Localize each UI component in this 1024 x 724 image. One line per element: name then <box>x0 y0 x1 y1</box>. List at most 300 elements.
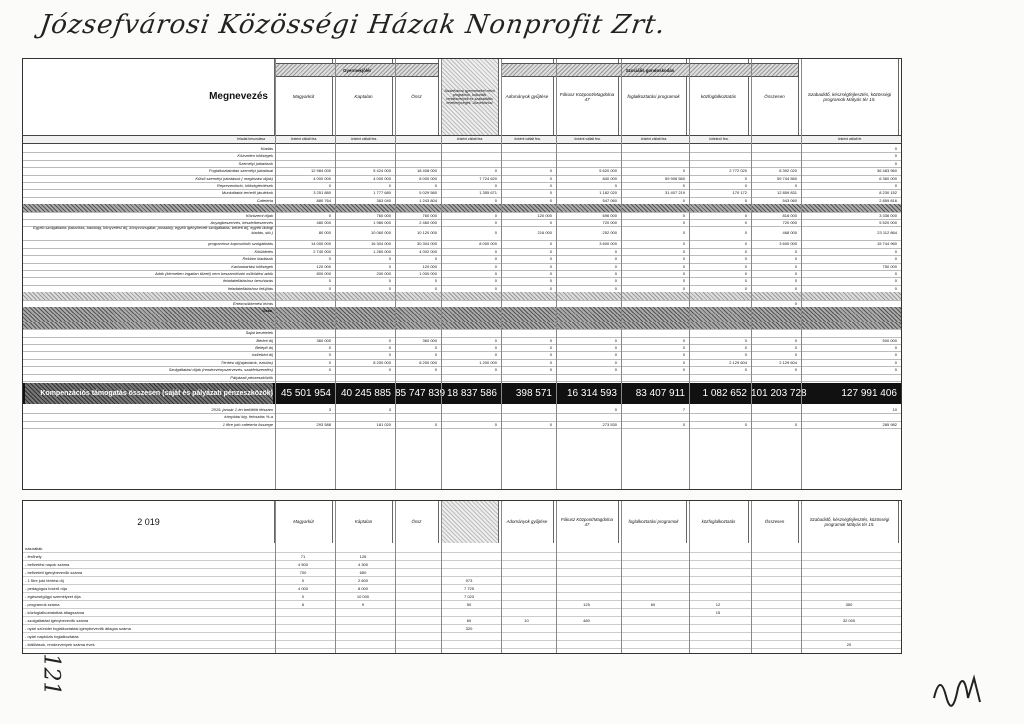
row-value: 1 980 000 <box>373 220 391 225</box>
row-value: 363 040 <box>376 197 391 203</box>
row-value: 0 <box>549 352 552 358</box>
row-value: 0 <box>744 421 747 427</box>
row-value: 543 060 <box>782 197 797 203</box>
row-value: 0 <box>614 256 617 262</box>
row-value: 8 200 000 <box>373 359 391 365</box>
row-value: 125 <box>583 602 590 607</box>
row-value <box>801 585 899 592</box>
row-value: 0 <box>549 359 552 365</box>
summary-row <box>23 421 901 429</box>
row-value <box>801 553 899 560</box>
row-value <box>395 314 439 321</box>
row-value <box>801 307 899 314</box>
row-value <box>751 292 799 299</box>
column-header: Fókusz Központ/Magdolna 47 <box>556 59 619 135</box>
row-value <box>275 617 333 624</box>
row-label: Bérleti díj <box>256 337 273 343</box>
row-value: 7 023 <box>463 594 474 599</box>
row-value <box>751 585 799 592</box>
row-value: 0 <box>744 256 747 262</box>
row-value <box>395 569 439 576</box>
row-value <box>395 593 439 600</box>
row-label: Közüzemi díjak <box>245 212 273 218</box>
row-value <box>501 374 554 381</box>
row-value: 0 <box>744 241 747 247</box>
row-value: 71 <box>300 554 306 559</box>
classification-row <box>23 135 901 144</box>
column-divider <box>501 501 502 653</box>
row-value: 0 <box>434 421 437 427</box>
handwritten-page-number: 121 <box>38 653 64 696</box>
row-value <box>395 633 439 640</box>
row-value: 0 <box>328 278 331 284</box>
column-divider <box>395 501 396 653</box>
row-value: 0 <box>328 256 331 262</box>
row-value <box>395 204 439 211</box>
column-header: Össz <box>395 59 439 135</box>
row-value: 0 <box>794 248 797 254</box>
row-value: 3 <box>388 407 391 412</box>
row-value <box>395 625 439 632</box>
row-value <box>801 593 899 600</box>
row-value: 1 200 000 <box>479 359 497 365</box>
row-value <box>335 204 393 211</box>
row-label: - egészségügyi személyzet díja <box>25 594 81 599</box>
row-label: Értékcsökkenési leírás <box>232 300 273 306</box>
row-value: 8 230 152 <box>879 190 897 196</box>
row-label: feladatellátáshoz beruházás <box>223 278 273 284</box>
row-value: 3 <box>328 407 331 412</box>
row-value: 0 <box>494 352 497 358</box>
row-value <box>275 307 333 314</box>
row-value: 0 <box>744 212 747 218</box>
row-value <box>501 152 554 159</box>
row-value <box>335 322 393 329</box>
row-value: 816 000 <box>782 212 797 218</box>
row-value: 0 <box>301 578 305 583</box>
row-value: 547 060 <box>602 197 617 203</box>
row-value: 0 <box>388 256 391 262</box>
handwritten-signature <box>930 668 990 716</box>
row-value <box>689 545 749 552</box>
row-value: 0 <box>682 271 685 276</box>
column-divider <box>689 501 690 653</box>
column-group-header: Gyermekjólét <box>275 63 439 77</box>
row-value: 500 000 <box>882 337 897 343</box>
row-value: 0 <box>494 345 497 350</box>
row-value: 0 <box>549 337 552 343</box>
row-value: 0 <box>549 271 552 276</box>
row-value: 8 000 000 <box>479 241 497 247</box>
row-value <box>801 625 899 632</box>
row-label: Ind/ebéd díj <box>252 352 273 358</box>
row-value: 6 <box>301 602 305 607</box>
row-value: 60 <box>650 602 656 607</box>
row-value: 0 <box>549 220 552 225</box>
row-value <box>556 569 619 576</box>
row-value: 0 <box>388 263 391 269</box>
row-value: 0 <box>388 352 391 358</box>
totals-label: Kompenzációs támogatás összesen (saját és pályázati pénzeszközök) <box>25 383 273 404</box>
row-value <box>751 374 799 381</box>
row-value: 181 020 <box>376 421 391 427</box>
row-value <box>689 292 749 299</box>
row-value: 120 000 <box>537 212 552 218</box>
row-value: 2 460 000 <box>419 220 437 225</box>
row-value: 3 336 000 <box>879 212 897 218</box>
row-value: 2 772 020 <box>729 168 747 174</box>
row-value: 5 424 000 <box>373 168 391 174</box>
row-label: naturáliák <box>25 546 43 551</box>
row-label: Kiküldetés <box>254 248 273 254</box>
classification-value: önként vállalt fea. <box>514 137 541 141</box>
row-label: Egyéb szolgáltatás (takarítás, banktág, könyvelési díj, könyvvizsgálat, postaktg, egyéb igénybevett szolgáltatás, bérleti díj, egyéb dologi kiadás, stb.) <box>33 225 273 236</box>
row-value: 126 <box>359 554 367 559</box>
row-value <box>275 633 333 640</box>
row-value: 0 <box>388 367 391 373</box>
row-value: 0 <box>549 421 552 427</box>
classification-label: feladat besorolása <box>237 137 265 141</box>
row-label: - férőhely <box>25 554 42 559</box>
row-value: 2 740 000 <box>313 248 331 254</box>
row-label: Foglalkoztatottak személyi juttatásai <box>208 168 273 174</box>
column-divider <box>441 501 442 653</box>
row-value <box>395 160 439 167</box>
row-value: 0 <box>328 359 331 365</box>
row-value: 0 <box>549 278 552 284</box>
row-value <box>751 160 799 167</box>
row-value: 1 355 671 <box>479 190 497 196</box>
row-value <box>621 204 687 211</box>
row-value: 0 <box>388 285 391 291</box>
row-value <box>621 413 687 420</box>
row-value <box>441 609 499 616</box>
row-value: 59 744 560 <box>776 175 797 181</box>
row-value <box>501 406 554 413</box>
row-value <box>751 633 799 640</box>
row-value: 0 <box>682 367 685 373</box>
column-divider <box>556 501 557 653</box>
row-value <box>501 160 554 167</box>
classification-value: önként vállalt fe. <box>837 137 863 141</box>
row-value: 0 <box>682 168 685 174</box>
row-value: 7 <box>682 407 685 412</box>
row-value: 0 <box>301 594 305 599</box>
row-value <box>395 545 439 552</box>
row-value: 0 <box>794 183 797 188</box>
row-value: 1 182 020 <box>599 190 617 196</box>
row-value <box>335 617 393 624</box>
row-value <box>801 633 899 640</box>
row-value <box>751 307 799 314</box>
column-divider <box>501 59 502 489</box>
column-header: Adományok gyűjtése <box>501 501 554 543</box>
row-label: Személyi juttatások <box>238 160 273 166</box>
column-header: Józsefvárosi gyermekeket célzó programok, kulturális rendezvények és szabadidős tevékenységek, Józsefvárosi <box>441 59 499 135</box>
row-value: 0 <box>682 248 685 254</box>
row-label: 1 főre jutó cafeteria összege <box>222 421 273 427</box>
row-value <box>501 593 554 600</box>
row-value <box>275 292 333 299</box>
row-value <box>751 601 799 608</box>
row-value: 120 000 <box>316 263 331 269</box>
row-value: 0 <box>388 337 391 343</box>
statistics-table-sheet <box>22 500 902 654</box>
column-divider <box>395 59 396 489</box>
row-value: 0 <box>328 367 331 373</box>
row-value: 0 <box>744 230 747 236</box>
row-value: 2 859 816 <box>879 197 897 203</box>
row-value: 4 002 000 <box>419 248 437 254</box>
row-value: 8 000 000 <box>419 175 437 181</box>
row-value: 0 <box>894 146 897 151</box>
row-value <box>801 300 899 307</box>
row-value: 840 000 <box>602 175 617 181</box>
row-value: 750 000 <box>882 263 897 269</box>
row-value: 360 000 <box>422 337 437 343</box>
row-value: 0 <box>744 175 747 181</box>
column-divider <box>751 59 752 489</box>
column-header: Összesen <box>751 501 799 543</box>
row-label: - közfoglalkoztatottak átlagszáma <box>25 610 85 615</box>
row-value <box>621 300 687 307</box>
row-value <box>556 307 619 314</box>
row-value: 15 744 960 <box>876 241 897 247</box>
row-value <box>689 204 749 211</box>
row-value <box>621 553 687 560</box>
row-value: 0 <box>434 256 437 262</box>
row-value <box>275 329 333 336</box>
row-value <box>556 292 619 299</box>
row-value <box>501 553 554 560</box>
row-value: 0 <box>549 285 552 291</box>
row-value: 0 <box>388 278 391 284</box>
row-value: 18 408 000 <box>416 168 437 174</box>
row-value <box>335 641 393 648</box>
row-value <box>395 413 439 420</box>
row-value: 12 984 000 <box>310 168 331 174</box>
row-value: 0 <box>614 345 617 350</box>
classification-value: önként vállalt fea. <box>456 137 484 141</box>
row-value <box>441 406 499 413</box>
table-row <box>23 641 901 649</box>
row-value <box>801 545 899 552</box>
row-label: Anyagbeszerzés, készletbeszerzés <box>210 220 273 225</box>
row-value <box>689 585 749 592</box>
classification-value: önként vállalt fea. <box>290 137 318 141</box>
row-value <box>275 609 333 616</box>
row-label: Reprezentáció, költségtérítések <box>216 183 273 188</box>
row-value <box>335 609 393 616</box>
row-value: 50 <box>466 602 472 607</box>
row-value: 0 <box>549 367 552 373</box>
row-value <box>556 300 619 307</box>
row-value <box>501 545 554 552</box>
row-value <box>556 160 619 167</box>
row-value: 700 <box>299 570 307 575</box>
row-value <box>395 322 439 329</box>
row-label: 2019. január 1-én betöltött létszám <box>211 407 273 412</box>
row-value: 6 360 000 <box>879 175 897 181</box>
row-value: 4 500 <box>297 562 308 567</box>
row-value: 0 <box>894 278 897 284</box>
table-title: Megnevezés <box>23 59 275 135</box>
row-value <box>689 577 749 584</box>
column-header: Magyarkút <box>275 501 333 543</box>
row-value: 0 <box>794 271 797 276</box>
row-value <box>275 374 333 381</box>
row-value <box>335 625 393 632</box>
row-value <box>395 585 439 592</box>
row-value <box>801 329 899 336</box>
row-value: 0 <box>549 256 552 262</box>
row-value: 0 <box>744 337 747 343</box>
row-value: 7 724 620 <box>479 175 497 181</box>
row-value <box>335 545 393 552</box>
row-value <box>335 292 393 299</box>
row-value <box>621 577 687 584</box>
row-value: 0 <box>494 421 497 427</box>
row-label <box>25 204 273 211</box>
row-value <box>395 617 439 624</box>
row-value: 59 906 560 <box>664 175 685 181</box>
row-value: 0 <box>328 183 331 188</box>
row-value: 0 <box>682 256 685 262</box>
totals-row <box>23 383 901 404</box>
column-header: Fókusz Központ/Magdolna 47 <box>556 501 619 543</box>
row-value <box>335 152 393 159</box>
column-divider <box>335 59 336 489</box>
row-value: 0 <box>794 256 797 262</box>
row-value: 216 000 <box>537 230 552 236</box>
row-value <box>275 145 333 152</box>
row-value <box>275 413 333 420</box>
row-value <box>441 569 499 576</box>
row-value: 31 407 219 <box>664 190 685 196</box>
row-value: 0 <box>494 285 497 291</box>
row-value <box>275 160 333 167</box>
row-value <box>501 300 554 307</box>
row-label: Össz. <box>262 308 273 313</box>
total-value: 398 571 <box>515 388 552 399</box>
row-value: 468 000 <box>782 230 797 236</box>
row-value: 0 <box>328 212 331 218</box>
row-value: 0 <box>614 183 617 188</box>
row-value <box>395 300 439 307</box>
row-value: 0 <box>794 263 797 269</box>
row-value <box>751 625 799 632</box>
row-value: 0 <box>682 421 685 427</box>
row-value: 696 000 <box>602 212 617 218</box>
column-divider <box>801 501 802 653</box>
row-value: 480 <box>583 618 590 623</box>
row-value <box>751 641 799 648</box>
row-label: Saját bevételek <box>245 330 273 336</box>
column-divider <box>335 501 336 653</box>
row-value: 252 000 <box>602 230 617 236</box>
row-value <box>501 641 554 648</box>
row-value: 0 <box>494 367 497 373</box>
row-value <box>395 553 439 560</box>
row-value: 12 859 831 <box>776 190 797 196</box>
row-value: 0 <box>682 359 685 365</box>
row-value: 0 <box>494 220 497 225</box>
row-value <box>621 561 687 568</box>
row-value <box>501 569 554 576</box>
row-value <box>689 633 749 640</box>
row-value <box>689 307 749 314</box>
row-label: - programok száma <box>25 602 60 607</box>
row-value: 320 <box>465 626 473 631</box>
row-value <box>556 329 619 336</box>
row-value <box>801 561 899 568</box>
row-value: 8 000 <box>357 586 368 591</box>
column-divider <box>556 59 557 489</box>
row-value <box>689 553 749 560</box>
row-label: - nyári napközis foglalkoztatás <box>25 634 79 639</box>
column-divider <box>751 501 752 653</box>
row-value: 2 129 604 <box>729 359 747 365</box>
row-value <box>556 577 619 584</box>
column-header: közfoglalkoztatás <box>689 501 749 543</box>
row-value <box>801 314 899 321</box>
row-value: 0 <box>614 407 617 412</box>
row-value <box>395 609 439 616</box>
total-value: 45 501 954 <box>280 388 331 399</box>
row-value <box>501 413 554 420</box>
row-value: 16 304 000 <box>370 241 391 247</box>
row-value: 0 <box>614 248 617 254</box>
row-value: 0 <box>894 160 897 166</box>
row-value <box>441 553 499 560</box>
row-value: 1 260 000 <box>373 248 391 254</box>
row-value <box>556 314 619 321</box>
row-value <box>621 374 687 381</box>
row-value: 0 <box>494 212 497 218</box>
row-label: - 1 főre jutó térítési díj <box>25 578 64 583</box>
row-value: 0 <box>434 345 437 350</box>
row-value <box>751 314 799 321</box>
row-value: 0 <box>494 183 497 188</box>
row-value: 170 172 <box>732 190 747 196</box>
classification-value: önként vállalt fea. <box>640 137 668 141</box>
classification-value: önként vállalt fea. <box>350 137 378 141</box>
row-value <box>395 152 439 159</box>
row-value <box>441 374 499 381</box>
row-value <box>335 413 393 420</box>
row-label: - nyári szünidei foglalkoztatási igénybevevők átlagos száma <box>25 626 131 631</box>
row-label: Belépő díj <box>255 345 273 350</box>
row-value: 0 <box>614 285 617 291</box>
row-value: 30 304 000 <box>416 241 437 247</box>
row-value: 10 <box>524 618 529 623</box>
row-value: 0 <box>682 263 685 269</box>
row-value <box>441 322 499 329</box>
row-value <box>395 329 439 336</box>
row-value: 10 120 000 <box>416 230 437 236</box>
row-value <box>501 577 554 584</box>
row-value <box>556 152 619 159</box>
row-value: 1 777 680 <box>373 190 391 196</box>
row-value <box>441 545 499 552</box>
row-value: 0 <box>894 367 897 373</box>
row-value: 0 <box>682 230 685 236</box>
row-value <box>441 314 499 321</box>
row-value <box>751 545 799 552</box>
row-value: 0 <box>794 337 797 343</box>
budget-table-sheet <box>22 58 902 490</box>
row-label: programhoz kapcsolódó szolgáltatás <box>208 241 273 247</box>
